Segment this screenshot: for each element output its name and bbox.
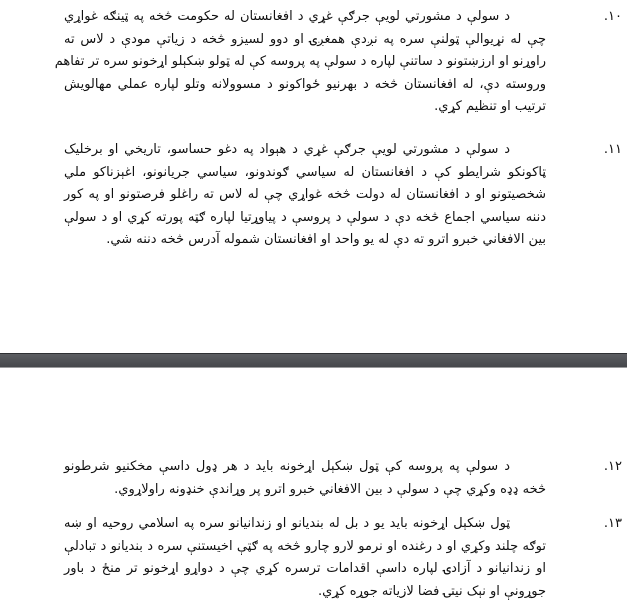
paragraph-number: ۱۱. xyxy=(603,142,622,157)
page-separator xyxy=(0,353,627,368)
text-line: جوړونې او نېک نيتۍ فضا لازياته جوړه کړي. xyxy=(317,583,546,599)
paragraph-10 xyxy=(54,6,546,119)
text-line: چې له نړيوالې ټولنې سره په نږدې همغږۍ او دوو لسيزو څخه د زياتې مودې د لاس ته xyxy=(64,31,546,47)
text-line: شخصيتونو او د افغانستان له دولت څخه غواړي چې له لاس ته راغلو فرصتونو او په کور xyxy=(64,187,546,202)
text-line: د سولې د مشورتي لويې جرګې غړي د افغانستان له حکومت څخه په ټينګه غواړي xyxy=(64,9,510,24)
text-line: توګه چلند وکړي او د رغنده او نرمو لارو چارو څخه په ګټې اخيستنې سره د بنديانو د تبادلې xyxy=(64,538,546,554)
paragraph-11 xyxy=(64,139,546,252)
text-line: د سولې په پروسه کې ټول ښکېل اړخونه بايد د هر ډول داسې مخکنيو شرطونو xyxy=(64,459,510,474)
text-line: بين الافغاني خبرو اترو ته دې له يو واحد او افغانستان شموله آدرس څخه دننه شي. xyxy=(106,232,546,247)
paragraph-13 xyxy=(64,513,546,603)
paragraph-number: ۱۰. xyxy=(603,9,622,24)
paragraph-number: ۱۲. xyxy=(603,459,622,474)
paragraph-12 xyxy=(64,456,546,501)
text-line: ټول ښکېل اړخونه بايد يو د بل له بنديانو او زندانيانو سره په اسلامي روحيه او ښه xyxy=(64,516,510,531)
text-line: ټاکونکو شرايطو کې د افغانستان له سياسي ګوندونو، سياسي جريانونو، اغېزناکو ملي xyxy=(64,164,546,180)
text-line: ترتيب او تنظيم کړي. xyxy=(434,99,546,114)
text-line: دننه سياسي اجماع څخه دې د سولې د پروسې د پياوړتيا لپاره ګټه پورته کړي او د سولې xyxy=(64,209,546,225)
paragraph-number: ۱۳. xyxy=(603,516,622,531)
text-line: او زندانيانو د آزادۍ لپاره داسې اقدامات ترسره کړي چې د دواړو اړخونو تر منځ د باور xyxy=(64,561,546,576)
text-line: وروسته دې، له افغانستان څخه د بهرنيو ځواکونو د مسوولانه وتلو لپاره عملي مهالويش xyxy=(64,76,546,92)
text-line: راوړنو او ارزښتونو د ساتنې لپاره د سولې په پروسه کې له ټولو ښکېلو اړخونو سره تر تفاهم xyxy=(54,54,546,69)
text-line: د سولې د مشورتي لويې جرګې غړي د هېواد په دغو حساسو، تاريخي او برخليک xyxy=(64,142,510,157)
text-line: څخه ډډه وکړي چې د سولې د بين الافغاني خبرو اترو پر وړاندې خنډونه راولاړوي. xyxy=(114,481,546,497)
